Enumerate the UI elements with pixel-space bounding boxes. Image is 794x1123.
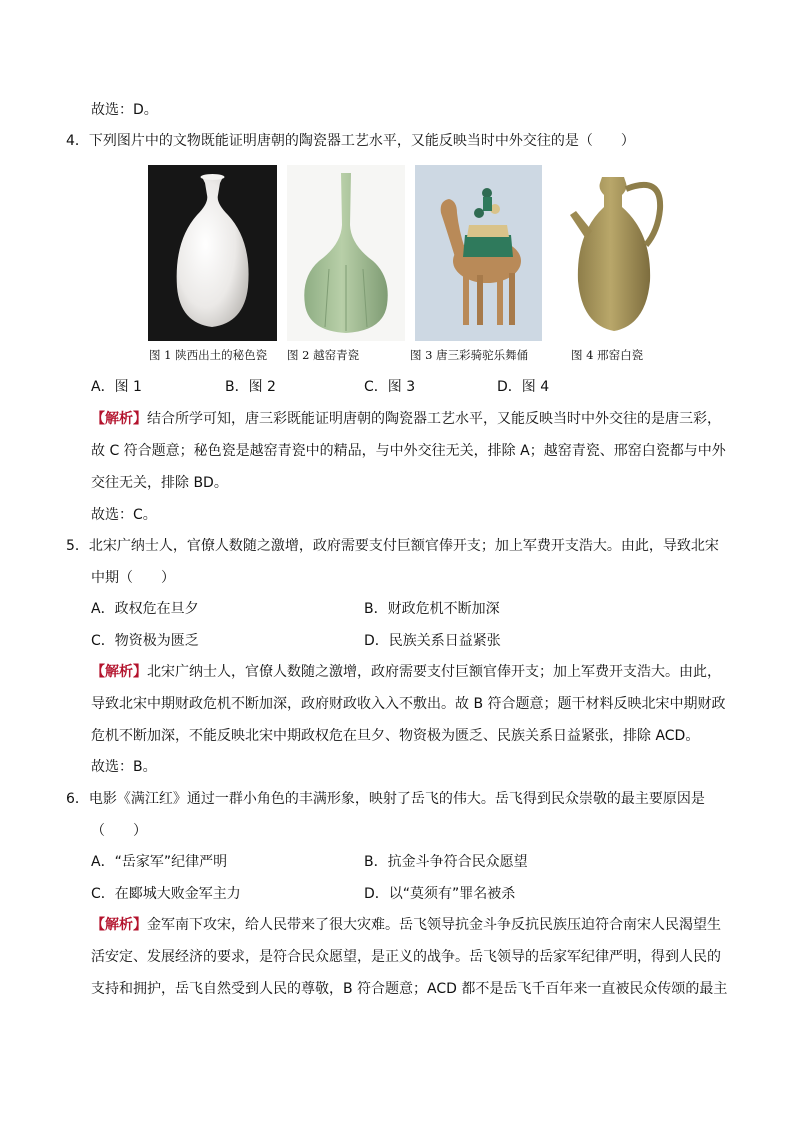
option-c: C．图 3 [364, 379, 416, 395]
option-b: B．财政危机不断加深 [364, 601, 500, 617]
option-a: A．“岳家军”纪律严明 [91, 854, 228, 870]
analysis-line: 导致北宋中期财政危机不断加深，政府财政收入入不敷出。故 B 符合题意；题干材料反映北宋中期财政 [91, 696, 726, 712]
option-b: B．抗金斗争符合民众愿望 [364, 854, 528, 870]
question-5-stem [66, 536, 719, 556]
option-d: D．图 4 [497, 379, 550, 395]
question-4-stem [66, 131, 635, 151]
analysis-text: 北宋广纳士人，官僚人数随之激增，政府需要支付巨额官俸开支；加上军费开支浩大。由此， [147, 664, 721, 680]
option-d: D．民族关系日益紧张 [364, 633, 501, 649]
analysis-line [91, 409, 721, 429]
question-6-stem [66, 789, 705, 809]
analysis-tag: 【解析】 [91, 411, 147, 427]
option-a: A．政权危在旦夕 [91, 601, 199, 617]
figure-1-caption: 图 1 陕西出土的秘色瓷 [149, 348, 268, 362]
analysis-line: 支持和拥护，岳飞自然受到人民的尊敬，B 符合题意；ACD 都不是岳飞千百年来一直被民众传颂的最主 [91, 981, 728, 997]
analysis-line [91, 662, 721, 682]
question-text: 电影《满江红》通过一群小角色的丰满形象，映射了岳飞的伟大。岳飞得到民众崇敬的最主要原因是 [88, 791, 705, 807]
question-text: 中期（ ） [91, 570, 175, 586]
question-number: 5． [66, 538, 89, 554]
option-c: C．在郾城大败金军主力 [91, 886, 241, 902]
figure-4-caption: 图 4 邢窑白瓷 [571, 348, 644, 362]
option-b: B．图 2 [225, 379, 276, 395]
figure-3-caption: 图 3 唐三彩骑驼乐舞俑 [410, 348, 529, 362]
analysis-line: 危机不断加深，不能反映北宋中期政权危在旦夕、物资极为匮乏、民族关系日益紧张，排除 ACD。 [91, 728, 700, 744]
analysis-text: 金军南下攻宋，给人民带来了很大灾难。岳飞领导抗金斗争反抗民族压迫符合南宋人民渴望生 [147, 917, 721, 933]
analysis-tag: 【解析】 [91, 664, 147, 680]
figure-4-image [556, 165, 674, 341]
question-number: 6． [66, 791, 89, 807]
option-c: C．物资极为匮乏 [91, 633, 199, 649]
figure-1-image [148, 165, 277, 341]
question-text: （ ） [91, 823, 147, 839]
figure-3-image [415, 165, 542, 341]
answer-line: 故选：B。 [91, 759, 157, 775]
prev-answer: 故选：D。 [91, 102, 158, 118]
option-a: A．图 1 [91, 379, 142, 395]
question-number: 4． [66, 133, 89, 149]
figure-2-image [287, 165, 405, 341]
answer-line: 故选：C。 [91, 507, 157, 523]
analysis-tag: 【解析】 [91, 917, 147, 933]
option-d: D．以“莫须有”罪名被杀 [364, 886, 516, 902]
analysis-line: 交往无关，排除 BD。 [91, 475, 228, 491]
analysis-line: 活安定、发展经济的要求，是符合民众愿望，是正义的战争。岳飞领导的岳家军纪律严明，得到人民的 [91, 949, 721, 965]
analysis-line: 故 C 符合题意；秘色瓷是越窑青瓷中的精品，与中外交往无关，排除 A；越窑青瓷、邢窑白瓷都与中外 [91, 443, 726, 459]
figure-2-caption: 图 2 越窑青瓷 [287, 348, 360, 362]
question-text: 北宋广纳士人，官僚人数随之激增，政府需要支付巨额官俸开支；加上军费开支浩大。由此，导致北宋 [88, 538, 719, 554]
question-text: 下列图片中的文物既能证明唐朝的陶瓷器工艺水平，又能反映当时中外交往的是（ ） [88, 133, 635, 149]
analysis-line [91, 915, 721, 935]
analysis-text: 结合所学可知，唐三彩既能证明唐朝的陶瓷器工艺水平，又能反映当时中外交往的是唐三彩， [147, 411, 721, 427]
